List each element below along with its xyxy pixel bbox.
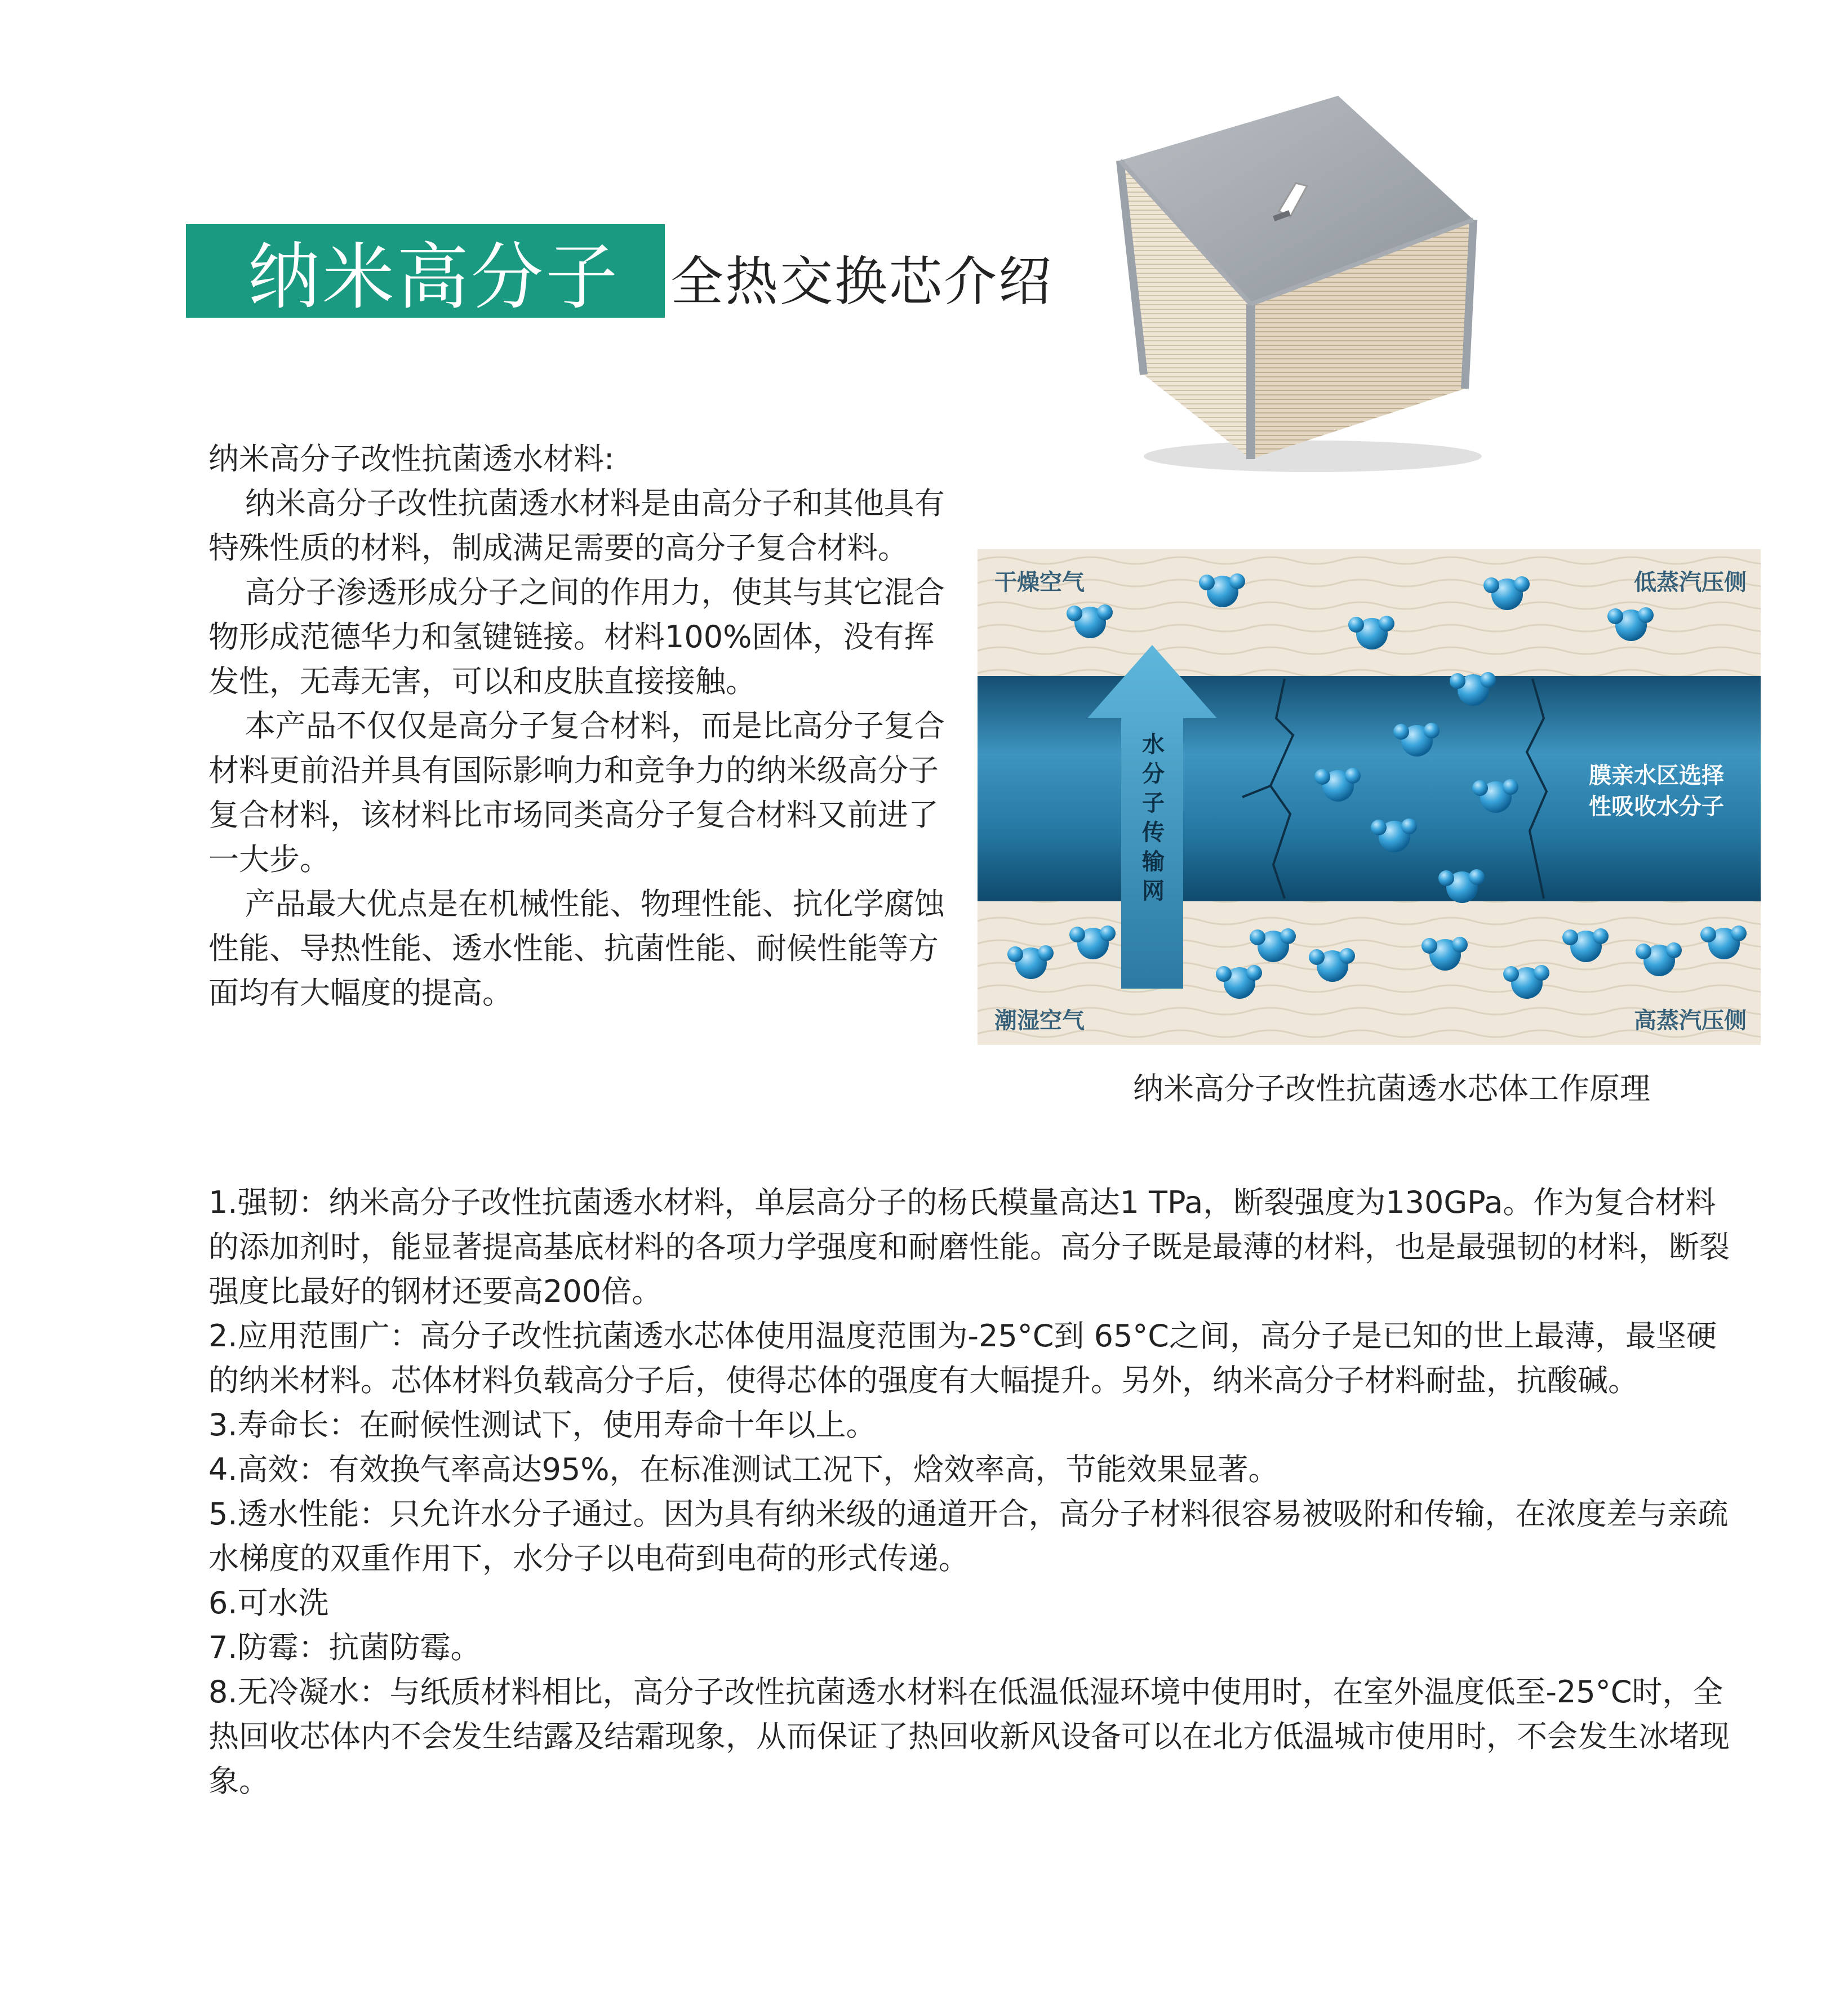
intro-paragraph-4: 产品最大优点是在机械性能、物理性能、抗化学腐蚀性能、导热性能、透水性能、抗菌性能、耐候性能等方面均有大幅度的提高。 bbox=[208, 886, 945, 1011]
title-sub: 全热交换芯介绍 bbox=[670, 251, 1054, 313]
intro-paragraph-3: 本产品不仅仅是高分子复合材料，而是比高分子复合材料更前沿并具有国际影响力和竞争力的纳米级高分子复合材料，该材料比市场同类高分子复合材料又前进了一大步。 bbox=[208, 708, 945, 877]
membrane-label-line2: 性吸收水分子 bbox=[1589, 794, 1724, 820]
label-humid-air: 潮湿空气 bbox=[994, 1008, 1085, 1034]
arrow-label-char: 子 bbox=[1142, 790, 1165, 816]
product-image bbox=[1110, 84, 1493, 479]
arrow-label-char: 输 bbox=[1142, 849, 1165, 875]
intro-section bbox=[208, 437, 952, 1015]
intro-paragraph-1: 纳米高分子改性抗菌透水材料是由高分子和其他具有特殊性质的材料，制成满足需要的高分子复合材料。 bbox=[208, 486, 945, 566]
feature-item: 4.高效：有效换气率高达95%，在标准测试工况下，焓效率高，节能效果显著。 bbox=[208, 1452, 1279, 1487]
feature-item: 1.强韧：纳米高分子改性抗菌透水材料，单层高分子的杨氏模量高达1 TPa，断裂强度为130GPa。作为复合材料的添加剂时，能显著提高基底材料的各项力学强度和耐磨性能。高分子既是最薄的材料，也是最强韧的材料，断裂强度比最好的钢材还要高200倍。 bbox=[208, 1185, 1730, 1309]
page-title bbox=[186, 224, 1053, 318]
label-low-vapor: 低蒸汽压侧 bbox=[1634, 570, 1747, 595]
membrane-label-line1: 膜亲水区选择 bbox=[1589, 763, 1724, 789]
feature-list bbox=[208, 1180, 1741, 1803]
feature-item: 3.寿命长：在耐候性测试下，使用寿命十年以上。 bbox=[208, 1407, 877, 1443]
intro-paragraph-2: 高分子渗透形成分子之间的作用力，使其与其它混合物形成范德华力和氢键链接。材料100%固体，没有挥发性，无毒无害，可以和皮肤直接接触。 bbox=[208, 575, 945, 699]
arrow-label-char: 分 bbox=[1142, 761, 1165, 787]
arrow-label-char: 网 bbox=[1142, 878, 1165, 904]
feature-item: 6.可水洗 bbox=[208, 1585, 329, 1621]
principle-diagram bbox=[978, 549, 1761, 1045]
feature-item: 5.透水性能：只允许水分子通过。因为具有纳米级的通道开合，高分子材料很容易被吸附和传输，在浓度差与亲疏水梯度的双重作用下，水分子以电荷到电荷的形式传递。 bbox=[208, 1496, 1729, 1576]
title-main: 纳米高分子 bbox=[186, 224, 665, 318]
diagram-caption: 纳米高分子改性抗菌透水芯体工作原理 bbox=[1133, 1071, 1650, 1106]
arrow-label-char: 传 bbox=[1142, 820, 1165, 846]
feature-item: 2.应用范围广：高分子改性抗菌透水芯体使用温度范围为-25°C到 65°C之间，高分子是已知的世上最薄，最坚硬的纳米材料。芯体材料负载高分子后，使得芯体的强度有大幅提升。另外，纳米高分子材料耐盐，抗酸碱。 bbox=[208, 1318, 1717, 1398]
label-high-vapor: 高蒸汽压侧 bbox=[1634, 1008, 1747, 1034]
label-dry-air: 干燥空气 bbox=[994, 570, 1085, 595]
feature-item: 8.无冷凝水：与纸质材料相比，高分子改性抗菌透水材料在低温低湿环境中使用时，在室外温度低至-25°C时，全热回收芯体内不会发生结露及结霜现象，从而保证了热回收新风设备可以在北方低温城市使用时，不会发生冰堵现象。 bbox=[208, 1674, 1730, 1799]
arrow-label-char: 水 bbox=[1142, 732, 1165, 758]
intro-heading: 纳米高分子改性抗菌透水材料: bbox=[208, 441, 615, 477]
feature-item: 7.防霉：抗菌防霉。 bbox=[208, 1630, 481, 1665]
